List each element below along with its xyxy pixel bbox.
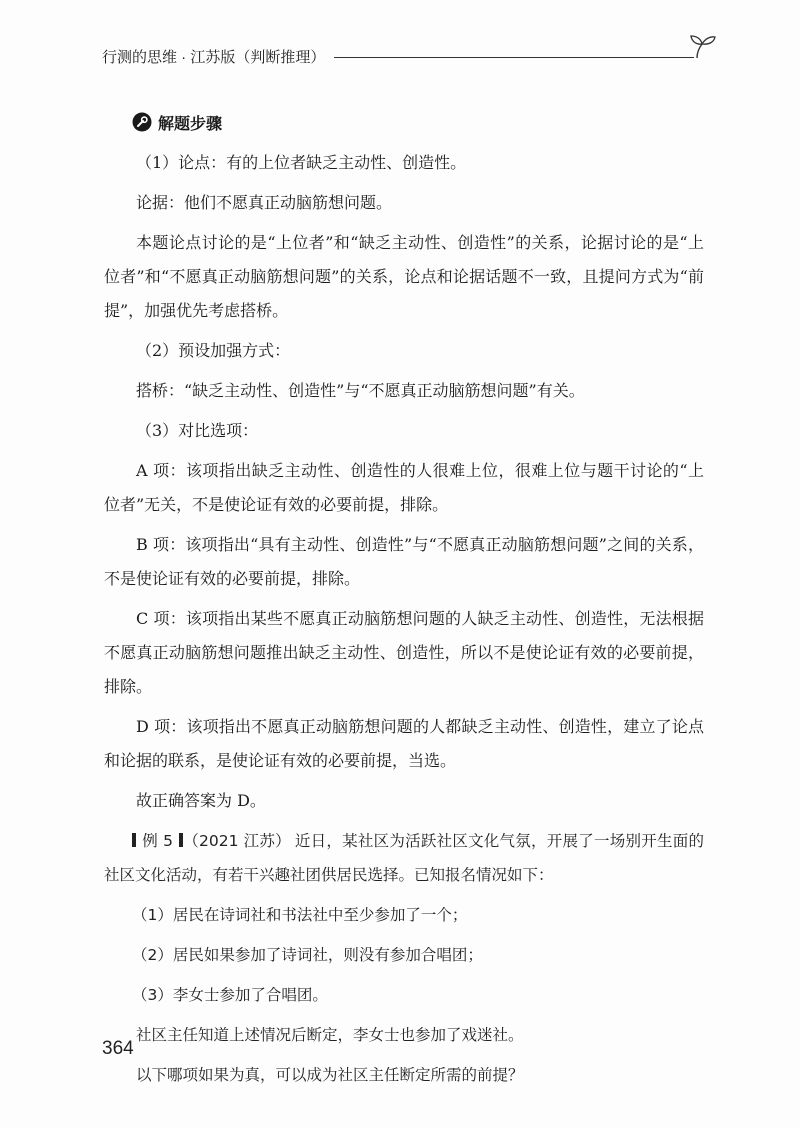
argument-claim: （1）论点：有的上位者缺乏主动性、创造性。 bbox=[136, 153, 467, 172]
page-content bbox=[104, 108, 704, 1092]
header-title: 行测的思维 · 江苏版（判断推理） bbox=[102, 49, 326, 66]
example-label: 例 5 bbox=[142, 832, 174, 850]
example-question: 以下哪项如果为真，可以成为社区主任断定所需的前提？ bbox=[136, 1066, 524, 1084]
header-rule bbox=[334, 57, 694, 58]
page-number: 364 bbox=[102, 1038, 134, 1059]
example-intro-text: 近日，某社区为活跃社区文化气氛，开展了一场别开生面的社区文化活动，有若干兴趣社团供居民选择。已知报名情况如下： bbox=[104, 832, 704, 884]
example-meta: （2021 江苏） bbox=[183, 832, 291, 850]
example-conclusion: 社区主任知道上述情况后断定，李女士也参加了戏迷社。 bbox=[136, 1026, 524, 1044]
analysis-paragraph: 本题论点讨论的是“上位者”和“缺乏主动性、创造性”的关系，论据讨论的是“上位者”和“不愿真正动脑筋想问题”的关系，论点和论据话题不一致，且提问方式为“前提”，加强优先考虑搭桥。 bbox=[104, 233, 704, 320]
section-heading bbox=[132, 108, 704, 136]
section-title: 解题步骤 bbox=[158, 113, 223, 133]
example-intro bbox=[104, 824, 704, 892]
argument-evidence: 论据：他们不愿真正动脑筋想问题。 bbox=[136, 193, 393, 212]
sprout-icon bbox=[687, 30, 717, 60]
answer-statement: 故正确答案为 D。 bbox=[136, 791, 266, 810]
option-b-analysis: B 项：该项指出“具有主动性、创造性”与“不愿真正动脑筋想问题”之间的关系，不是使论证有效的必要前提，排除。 bbox=[104, 535, 704, 588]
example-condition: （1）居民在诗词社和书法社中至少参加了一个； bbox=[132, 906, 468, 924]
example-condition: （3）李女士参加了合唱团。 bbox=[132, 986, 328, 1004]
wrench-icon bbox=[132, 112, 152, 132]
option-c-analysis: C 项：该项指出某些不愿真正动脑筋想问题的人缺乏主动性、创造性，无法根据不愿真正动脑筋想问题推出缺乏主动性、创造性，所以不是使论证有效的必要前提，排除。 bbox=[104, 609, 704, 696]
example-marker-left bbox=[132, 833, 136, 847]
option-a-analysis: A 项：该项指出缺乏主动性、创造性的人很难上位，很难上位与题干讨论的“上位者”无关，不是使论证有效的必要前提，排除。 bbox=[104, 461, 704, 514]
running-header bbox=[102, 44, 714, 74]
strengthen-method: （2）预设加强方式： bbox=[136, 341, 291, 360]
bridge-statement: 搭桥：“缺乏主动性、创造性”与“不愿真正动脑筋想问题”有关。 bbox=[136, 381, 585, 400]
example-condition: （2）居民如果参加了诗词社，则没有参加合唱团； bbox=[132, 946, 483, 964]
compare-options: （3）对比选项： bbox=[136, 421, 259, 440]
option-d-analysis: D 项：该项指出不愿真正动脑筋想问题的人都缺乏主动性、创造性，建立了论点和论据的联系，是使论证有效的必要前提，当选。 bbox=[104, 717, 704, 770]
